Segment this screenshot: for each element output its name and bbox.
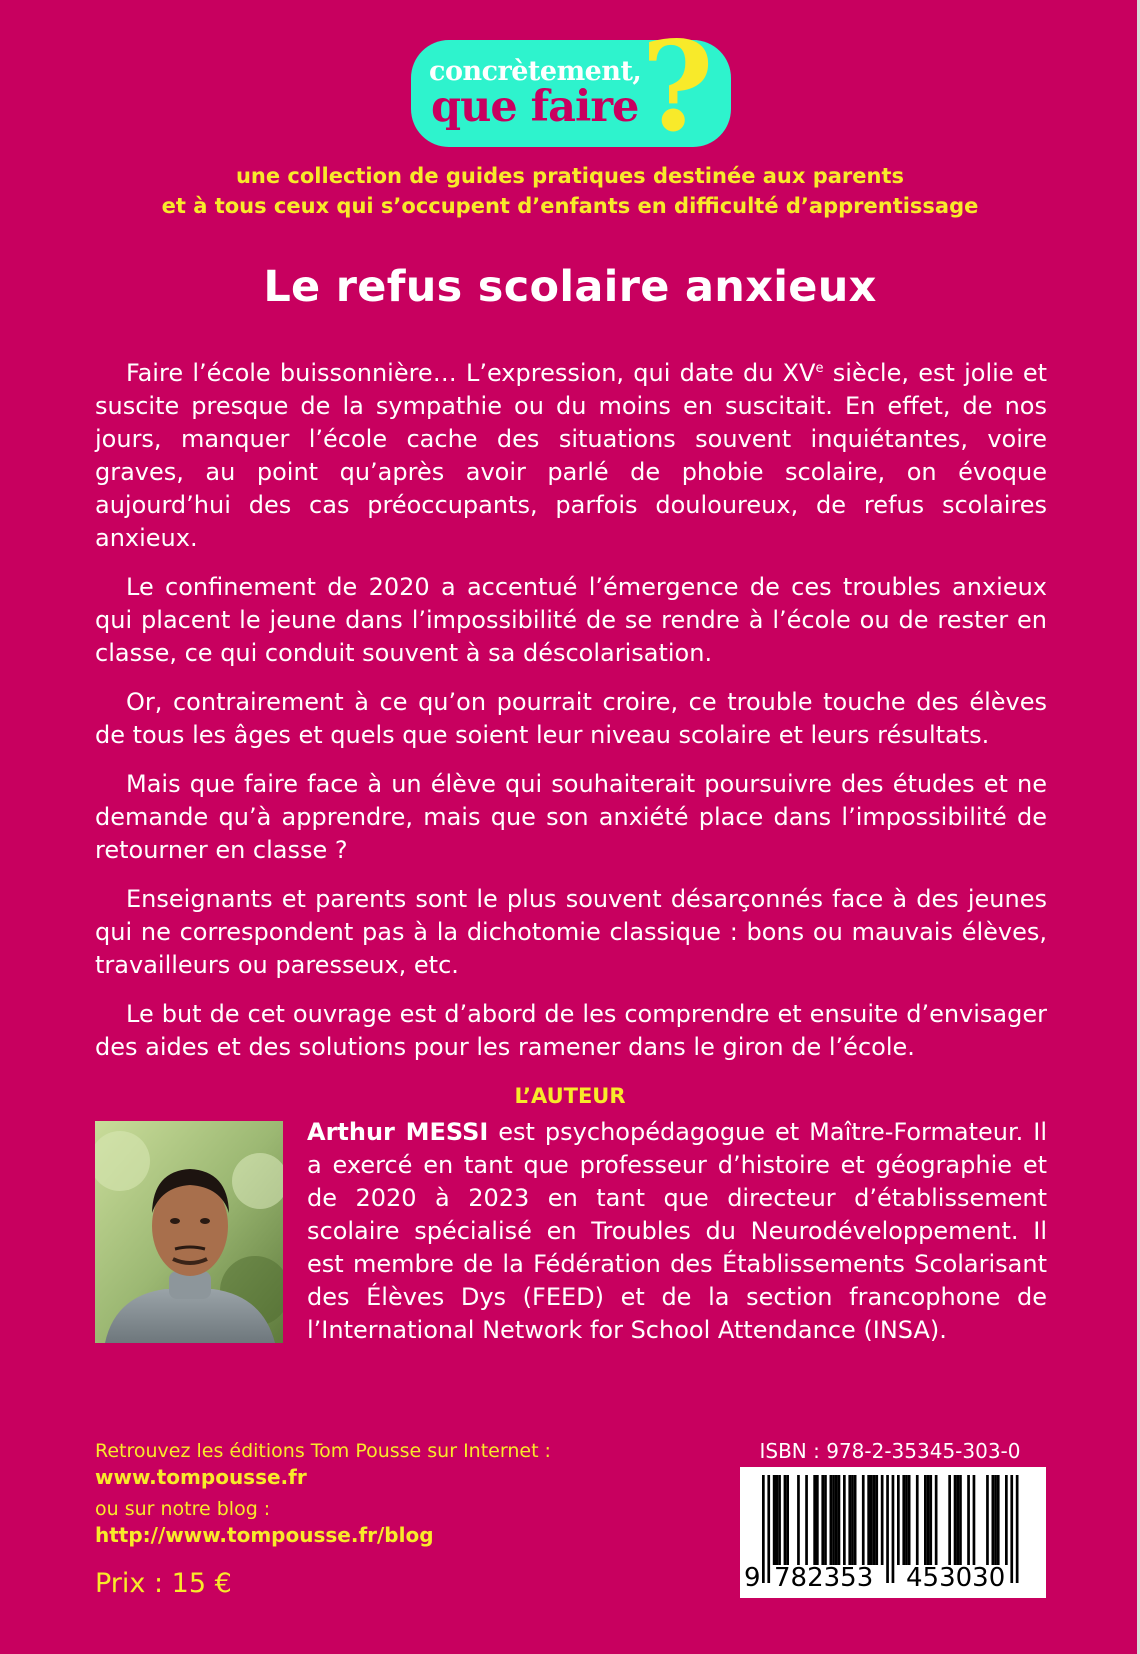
barcode-bar xyxy=(867,1475,870,1565)
barcode-first-digit: 9 xyxy=(744,1563,761,1593)
barcode-bar xyxy=(902,1475,905,1565)
barcode-bar xyxy=(992,1475,995,1565)
barcode-bar xyxy=(797,1475,800,1565)
blurb-paragraph-1 xyxy=(95,357,1047,555)
barcode-bar xyxy=(767,1475,770,1583)
barcode-bar xyxy=(873,1475,876,1565)
barcode-bar xyxy=(813,1475,816,1565)
blurb-paragraph-2: Le confinement de 2020 a accentué l’émergence de ces troubles anxieux qui placent le jeune dans l’impossibilité de se rendre à l’école ou de rester en classe, ce qui conduit souvent à sa déscolarisation. xyxy=(95,573,1047,667)
tagline-line-2: et à tous ceux qui s’occupent d’enfants en difficulté d’apprentissage xyxy=(161,194,979,218)
website-link[interactable]: www.tompousse.fr xyxy=(95,1465,307,1489)
blurb-paragraph-6: Le but de cet ouvrage est d’abord de les comprendre et ensuite d’envisager des aides et des solutions pour les ramener dans le giron de l’école. xyxy=(95,1000,1047,1061)
barcode-bar xyxy=(1005,1475,1008,1565)
barcode-bar xyxy=(967,1475,970,1565)
barcode-bar xyxy=(1016,1475,1019,1583)
barcode-bar xyxy=(905,1475,908,1565)
blurb-paragraph-5: Enseignants et parents sont le plus souvent désarçonnés face à des jeunes qui ne correspondent pas à la dichotomie classique : bons ou mauvais élèves, travailleurs ou paresseux, etc. xyxy=(95,885,1047,979)
barcode-bar xyxy=(881,1475,884,1565)
barcode-bar xyxy=(786,1475,789,1565)
barcode-bar xyxy=(830,1475,833,1565)
barcode-bar xyxy=(776,1475,779,1565)
blurb-p1-start: Faire l’école buissonnière… L’expression, qui date du XV xyxy=(126,359,816,387)
barcode-group-2: 453030 xyxy=(906,1563,1006,1593)
collection-tagline xyxy=(0,161,1140,221)
barcode-bar xyxy=(935,1475,938,1565)
barcode-bar xyxy=(1010,1475,1013,1583)
blurb-paragraph-3: Or, contrairement à ce qu’on pourrait croire, ce trouble touche des élèves de tous les âges et quels que soient leur niveau scolaire et leurs résultats. xyxy=(95,688,1047,749)
superscript-e: e xyxy=(815,361,824,376)
blurb-p1-end: siècle, est jolie et suscite presque de la sympathie ou du moins en suscitait. En effet, de nos jours, manquer l’école cache des situations souvent inquiétantes, voire graves, au point qu’après avoir parlé de phobie scolaire, on évoque aujourd’hui des cas préoccupants, parfois douloureux, de refus scolaires anxieux. xyxy=(95,359,1047,552)
barcode-bar xyxy=(997,1475,1000,1565)
author-bio-text: est psychopédagogue et Maître-Formateur. Il a exercé en tant que professeur d’histoire et géographie et de 2020 à 2023 en tant que directeur d’établissement scolaire spécialisé en Troubles du Neurodéveloppement. Il est membre de la Fédération des Établissements Scolarisant des Élèves Dys (FEED) et de la section francophone de l’International Network for School Attendance (INSA). xyxy=(307,1118,1047,1344)
price: Prix : 15 € xyxy=(95,1568,232,1599)
logo-line-1: concrètement, xyxy=(429,56,642,87)
logo-question-mark: ? xyxy=(641,15,714,160)
isbn: ISBN : 978-2-35345-303-0 xyxy=(759,1439,1021,1463)
barcode-bar xyxy=(870,1475,873,1565)
barcode xyxy=(740,1467,1046,1598)
barcode-bar xyxy=(851,1475,854,1565)
barcode-bar xyxy=(954,1475,957,1565)
publisher-links xyxy=(95,1438,615,1548)
book-title: Le refus scolaire anxieux xyxy=(263,262,877,312)
barcode-bar xyxy=(892,1475,895,1583)
collection-logo xyxy=(411,15,731,160)
blog-link[interactable]: http://www.tompousse.fr/blog xyxy=(95,1523,434,1547)
barcode-bar xyxy=(832,1475,835,1565)
blurb-paragraph-4: Mais que faire face à un élève qui souhaiterait poursuivre des études et ne demande qu’à apprendre, mais que son anxiété place dans l’impossibilité de retourner en classe ? xyxy=(95,770,1047,864)
barcode-bar xyxy=(838,1475,841,1565)
barcode-bar xyxy=(897,1475,900,1565)
barcode-bar xyxy=(854,1475,857,1565)
tagline-line-1: une collection de guides pratiques destinée aux parents xyxy=(235,164,905,188)
barcode-bar xyxy=(848,1475,851,1565)
author-heading: L’AUTEUR xyxy=(514,1084,626,1108)
blurb xyxy=(95,357,1047,1080)
barcode-bar xyxy=(835,1475,838,1565)
barcode-bar xyxy=(862,1475,865,1565)
barcode-bar xyxy=(959,1475,962,1565)
barcode-bar xyxy=(929,1475,932,1565)
barcode-bar xyxy=(927,1475,930,1565)
barcode-bar xyxy=(773,1475,776,1565)
barcode-bar xyxy=(986,1475,989,1565)
barcode-group-1: 782353 xyxy=(774,1563,874,1593)
barcode-bar xyxy=(948,1475,951,1565)
barcode-bar xyxy=(908,1475,911,1565)
author-name: Arthur MESSI xyxy=(307,1118,489,1146)
barcode-bar xyxy=(875,1475,878,1565)
barcode-bar xyxy=(784,1475,787,1565)
barcode-bar xyxy=(778,1475,781,1565)
author-photo xyxy=(95,1121,283,1343)
barcode-bar xyxy=(973,1475,976,1565)
website-intro: Retrouvez les éditions Tom Pousse sur Internet : xyxy=(95,1440,551,1462)
barcode-bar xyxy=(956,1475,959,1565)
barcode-bar xyxy=(924,1475,927,1565)
logo-line-2: que faire xyxy=(431,82,639,132)
barcode-bar xyxy=(816,1475,819,1565)
barcode-bar xyxy=(843,1475,846,1565)
barcode-bar xyxy=(821,1475,824,1565)
blog-intro: ou sur notre blog : xyxy=(95,1498,271,1520)
author-portrait-image xyxy=(95,1121,283,1343)
barcode-bar xyxy=(886,1475,889,1583)
barcode-bar xyxy=(916,1475,919,1565)
barcode-bar xyxy=(994,1475,997,1565)
barcode-bar xyxy=(824,1475,827,1565)
barcode-bar xyxy=(762,1475,765,1583)
author-bio xyxy=(307,1116,1047,1347)
barcode-bar xyxy=(805,1475,808,1565)
